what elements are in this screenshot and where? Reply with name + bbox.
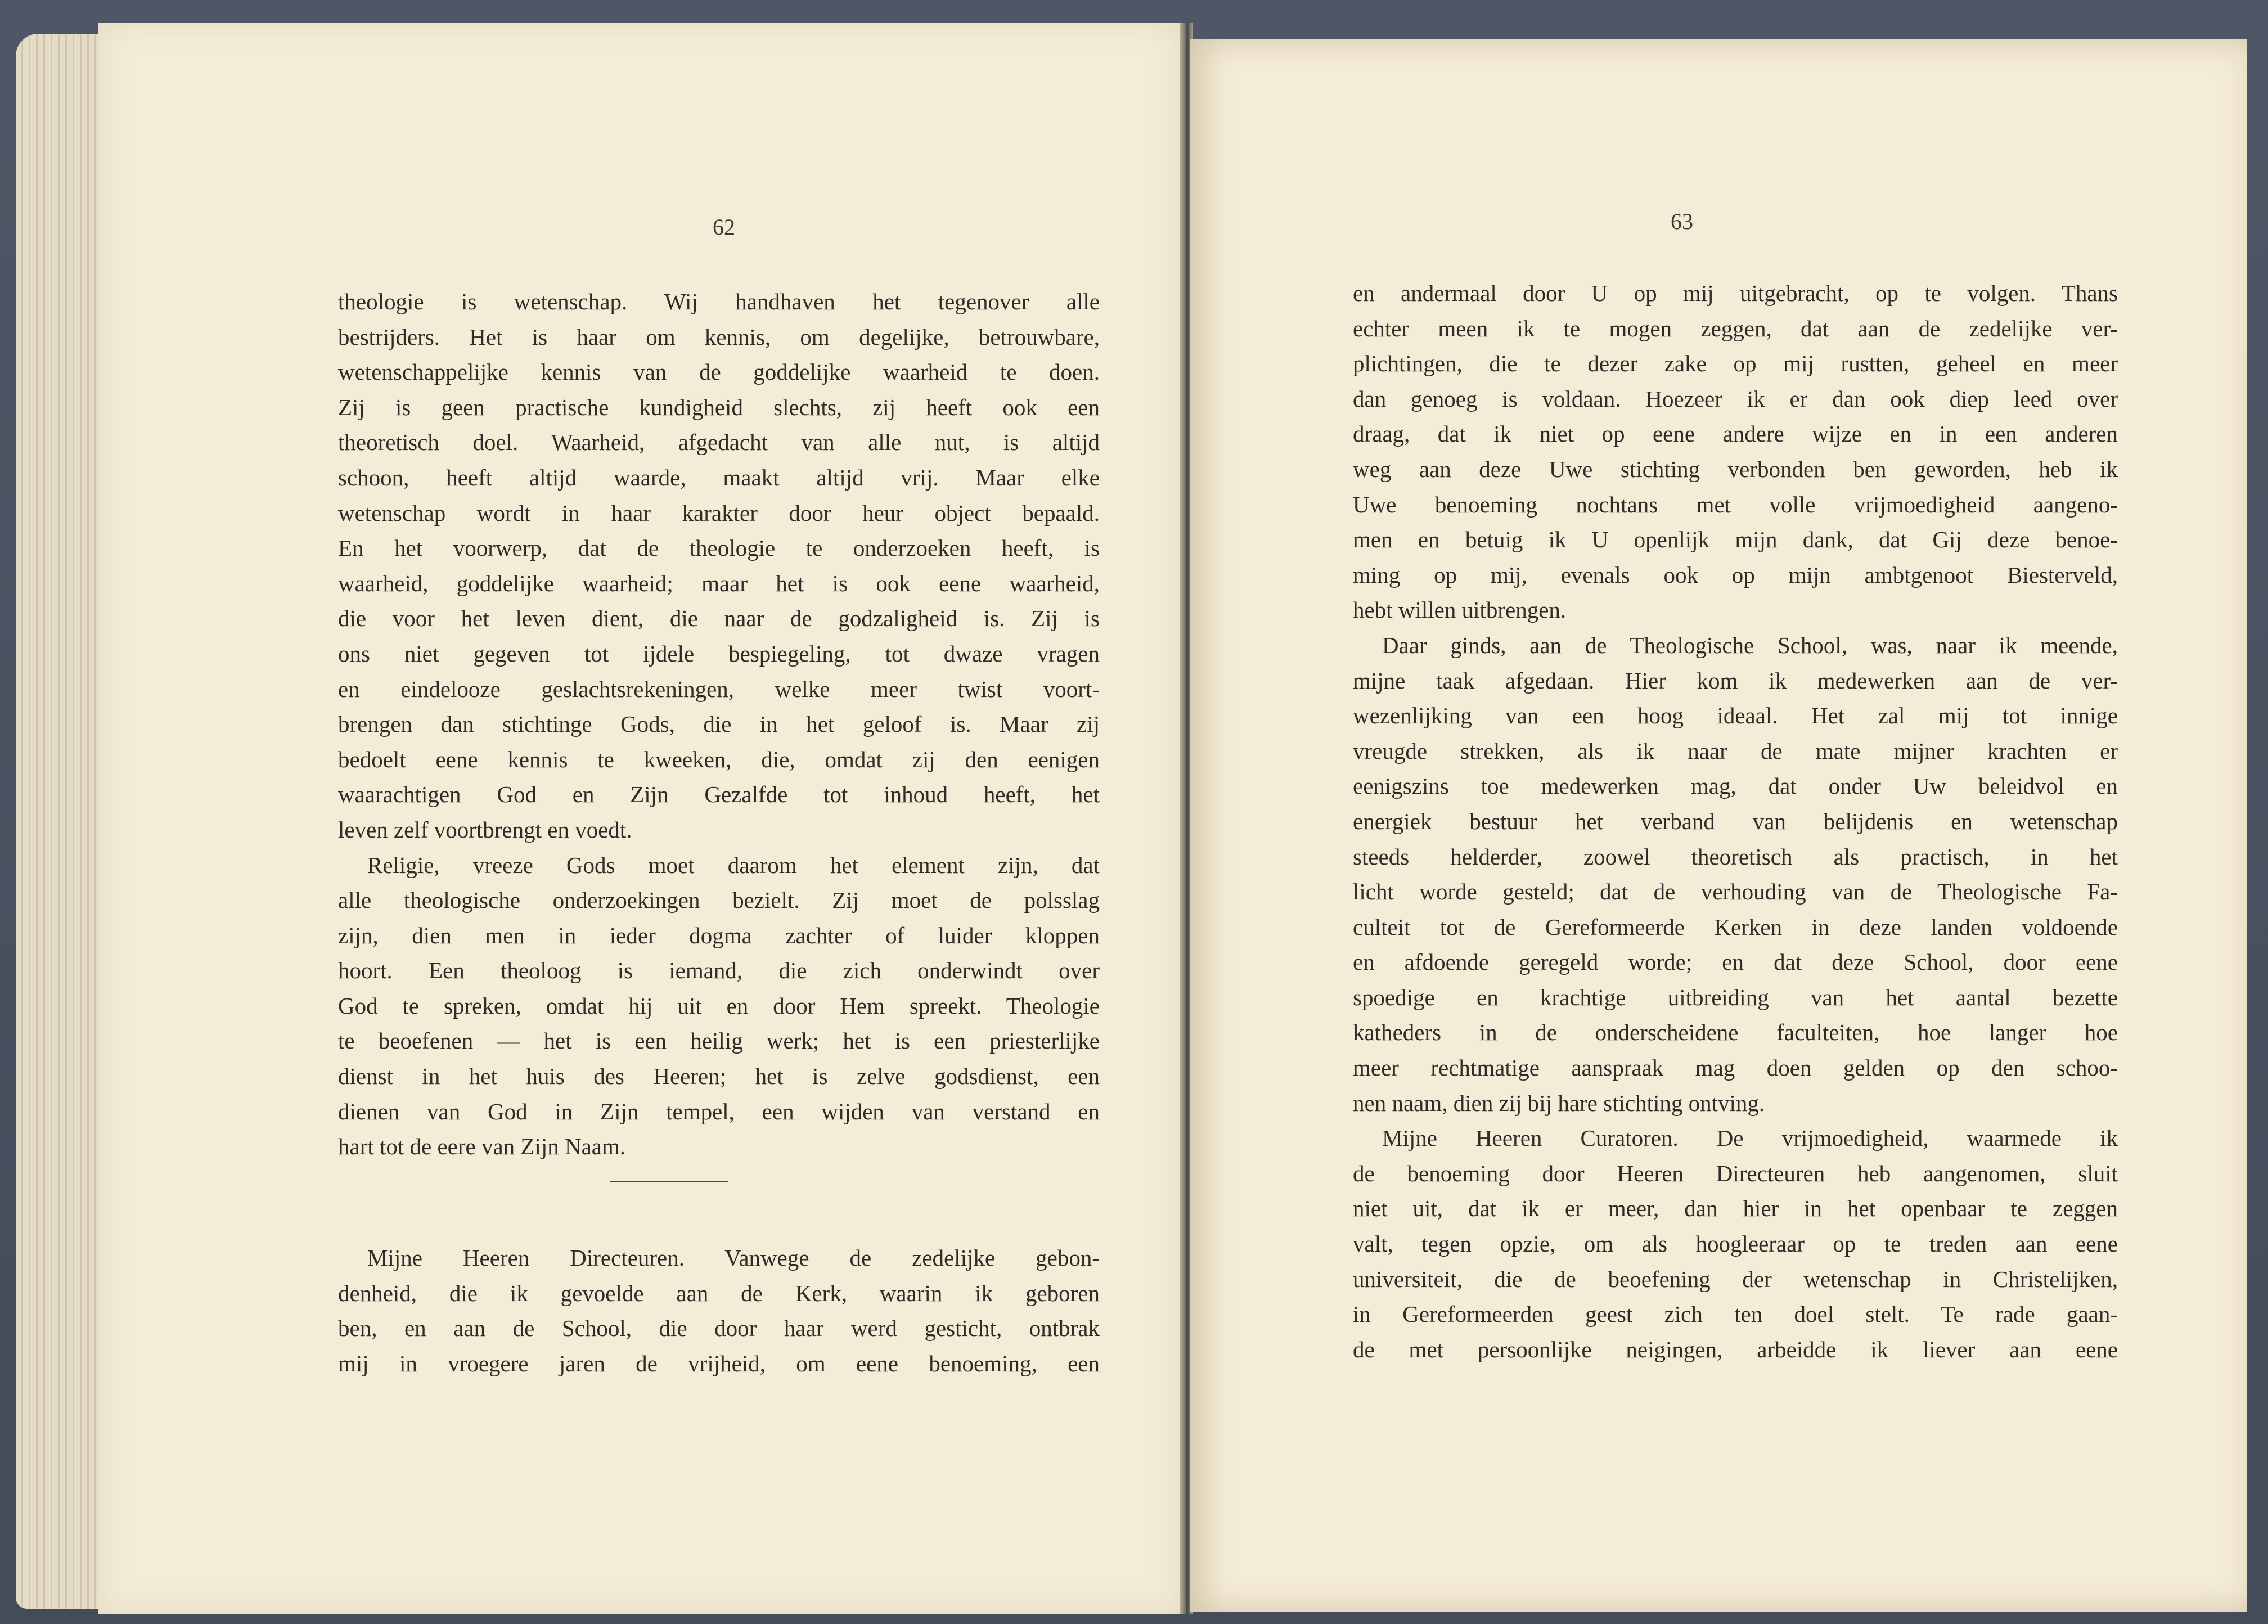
text-line: vreugde strekken, als ik naar de mate mijner krachten er [1353, 737, 2118, 764]
left-page [98, 23, 1182, 1614]
text-line: universiteit, die de beoefening der wetenschap in Christelijken, [1353, 1266, 2118, 1292]
text-line: en afdoende geregeld worde; en dat deze School, door eene [1353, 949, 2118, 975]
left-page-text-top [338, 284, 1100, 1164]
text-line: culteit tot de Gereformeerde Kerken in deze landen voldoende [1353, 914, 2118, 940]
text-line: En het voorwerp, dat de theologie te onderzoeken heeft, is [338, 535, 1100, 561]
text-line: bestrijders. Het is haar om kennis, om degelijke, betrouwbare, [338, 323, 1100, 350]
section-divider [610, 1181, 728, 1182]
text-line: meer rechtmatige aanspraak mag doen gelden op den schoo- [1353, 1055, 2118, 1081]
text-line: en eindelooze geslachtsrekeningen, welke meer twist voort- [338, 676, 1100, 702]
text-line: Daar ginds, aan de Theologische School, was, naar ik meende, [1382, 632, 2118, 658]
text-line: energiek bestuur het verband van belijdenis en wetenschap [1353, 808, 2118, 834]
text-line: denheid, die ik gevoelde aan de Kerk, waarin ik geboren [338, 1280, 1100, 1306]
text-line: hart tot de eere van Zijn Naam. [338, 1133, 626, 1160]
text-line: draag, dat ik niet op eene andere wijze en in een anderen [1353, 421, 2118, 447]
text-line: bedoelt eene kennis te kweeken, die, omdat zij den eenigen [338, 746, 1100, 772]
text-line: Mijne Heeren Directeuren. Vanwege de zedelijke gebon- [367, 1245, 1100, 1271]
text-line: men en betuig ik U openlijk mijn dank, dat Gij deze benoe- [1353, 527, 2118, 553]
text-line: in Gereformeerden geest zich ten doel stelt. Te rade gaan- [1353, 1301, 2118, 1328]
page-number-right: 63 [1671, 209, 1693, 234]
text-line: de met persoonlijke neigingen, arbeidde ik liever aan eene [1353, 1336, 2118, 1362]
text-line: licht worde gesteld; dat de verhouding van de Theologische Fa- [1353, 879, 2118, 905]
text-line: dienen van God in Zijn tempel, een wijden van verstand en [338, 1098, 1100, 1124]
text-line: steeds helderder, zoowel theoretisch als practisch, in het [1353, 843, 2118, 870]
text-line: de benoeming door Heeren Directeuren heb aangenomen, sluit [1353, 1160, 2118, 1186]
left-page-text-bottom [338, 1240, 1100, 1381]
text-line: weg aan deze Uwe stichting verbonden ben geworden, heb ik [1353, 456, 2118, 482]
text-line: eenigszins toe medewerken mag, dat onder Uw beleidvol en [1353, 773, 2118, 799]
text-line: hebt willen uitbrengen. [1353, 597, 1567, 623]
text-line: wetenschap wordt in haar karakter door heur object bepaald. [338, 500, 1100, 526]
text-line: waarheid, goddelijke waarheid; maar het is ook eene waarheid, [338, 570, 1100, 596]
text-line: valt, tegen opzie, om als hoogleeraar op te treden aan eene [1353, 1231, 2118, 1257]
page-number-left: 62 [713, 214, 735, 240]
text-line: hoort. Een theoloog is iemand, die zich onderwindt over [338, 957, 1100, 984]
text-line: theologie is wetenschap. Wij handhaven het tegenover alle [338, 289, 1100, 314]
text-line: spoedige en krachtige uitbreiding van het aantal bezette [1353, 984, 2118, 1010]
text-line: ben, en aan de School, die door haar werd gesticht, ontbrak [338, 1315, 1100, 1342]
text-line: schoon, heeft altijd waarde, maakt altijd vrij. Maar elke [338, 464, 1100, 491]
text-line: God te spreken, omdat hij uit en door Hem spreekt. Theologie [338, 992, 1100, 1019]
text-line: katheders in de onderscheidene faculteiten, hoe langer hoe [1353, 1019, 2118, 1046]
text-line: Zij is geen practische kundigheid slechts, zij heeft ook een [338, 394, 1100, 420]
text-line: alle theologische onderzoekingen bezielt. Zij moet de polsslag [338, 887, 1100, 914]
text-line: niet uit, dat ik er meer, dan hier in het openbaar te zeggen [1353, 1195, 2118, 1222]
text-line: Uwe benoeming nochtans met volle vrijmoedigheid aangeno- [1353, 491, 2118, 518]
text-line: dienst in het huis des Heeren; het is zelve godsdienst, een [338, 1063, 1100, 1090]
text-line: en andermaal door U op mij uitgebracht, op te volgen. Thans [1353, 280, 2118, 306]
text-line: zijn, dien men in ieder dogma zachter of luider kloppen [338, 922, 1100, 948]
text-line: waarachtigen God en Zijn Gezalfde tot inhoud heeft, het [338, 781, 1100, 808]
right-page-text [1353, 276, 2118, 1367]
text-line: die voor het leven dient, die naar de godzaligheid is. Zij is [338, 605, 1100, 632]
text-line: leven zelf voortbrengt en voedt. [338, 816, 632, 843]
right-page [1190, 39, 2247, 1612]
text-line: brengen dan stichtinge Gods, die in het geloof is. Maar zij [338, 711, 1100, 737]
text-line: ming op mij, evenals ook op mijn ambtgenoot Biesterveld, [1353, 561, 2118, 588]
text-line: Mijne Heeren Curatoren. De vrijmoedigheid, waarmede ik [1382, 1125, 2118, 1151]
text-line: mijne taak afgedaan. Hier kom ik medewerken aan de ver- [1353, 667, 2118, 694]
text-line: dan genoeg is voldaan. Hoezeer ik er dan ook diep leed over [1353, 385, 2118, 412]
text-line: nen naam, dien zij bij hare stichting ontving. [1353, 1090, 1765, 1116]
text-line: wezenlijking van een hoog ideaal. Het zal mij tot innige [1353, 703, 2118, 729]
text-line: echter meen ik te mogen zeggen, dat aan de zedelijke ver- [1353, 315, 2118, 341]
text-line: Religie, vreeze Gods moet daarom het element zijn, dat [367, 852, 1100, 878]
text-line: plichtingen, die te dezer zake op mij rustten, geheel en meer [1353, 350, 2118, 377]
text-line: ons niet gegeven tot ijdele bespiegeling, tot dwaze vragen [338, 640, 1100, 667]
text-line: mij in vroegere jaren de vrijheid, om eene benoeming, een [338, 1350, 1100, 1376]
text-line: wetenschappelijke kennis van de goddelijke waarheid te doen. [338, 359, 1100, 385]
text-line: te beoefenen — het is een heilig werk; het is een priesterlijke [338, 1028, 1100, 1054]
text-line: theoretisch doel. Waarheid, afgedacht van alle nut, is altijd [338, 429, 1100, 456]
